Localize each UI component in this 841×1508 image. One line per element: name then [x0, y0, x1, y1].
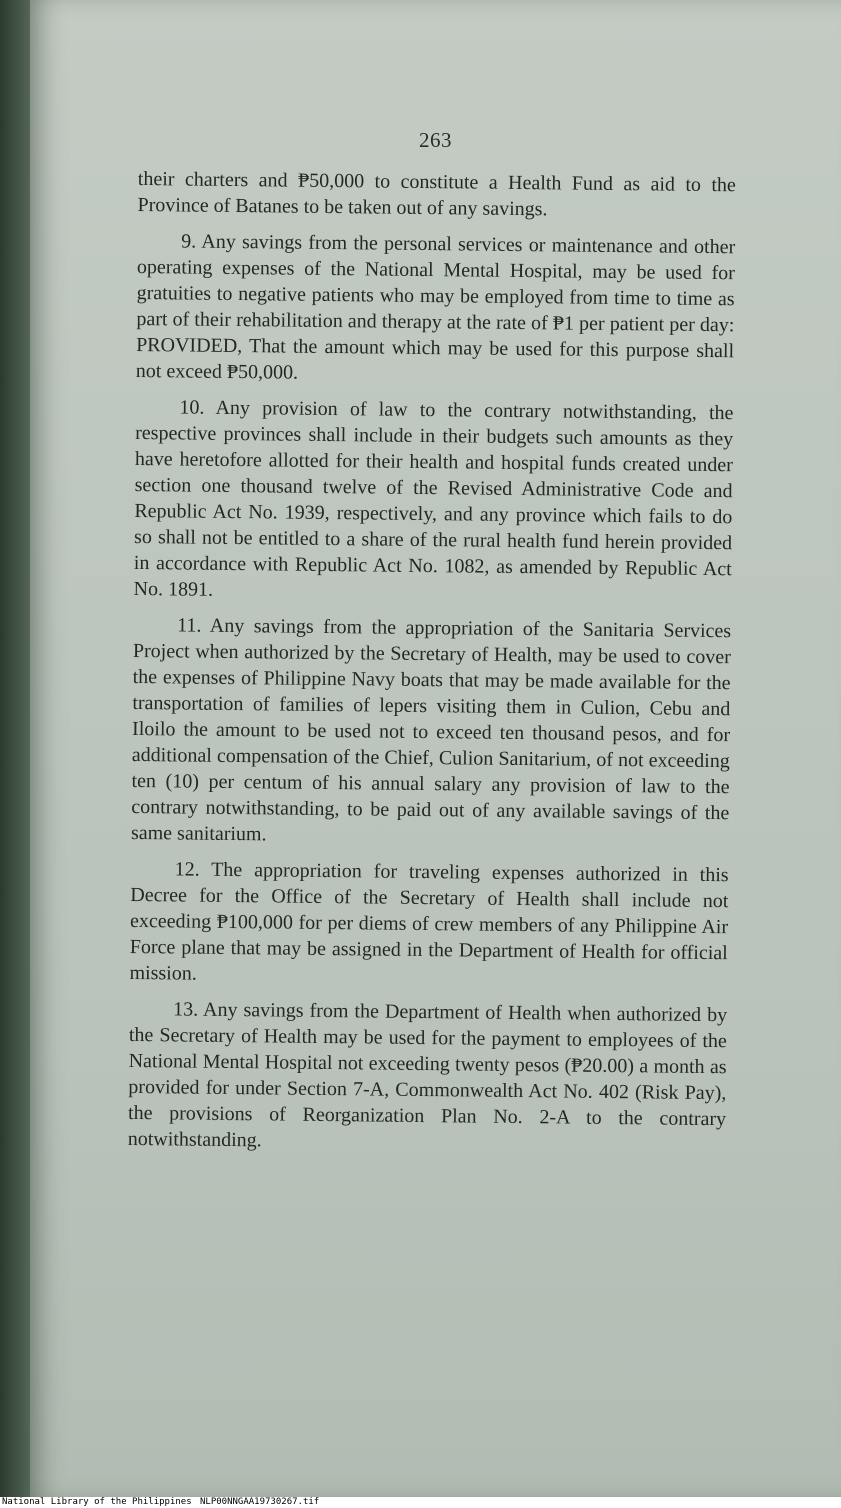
paragraph-11: 11. Any savings from the appropriation of the Sanitaria Services Project when authorized by the Secretary of Health, may be used to cover the expenses of Philippine Navy boats that may be made available for the transportation of families of lepers visiting them in Culion, Cebu and Iloilo the amount to be used not to exceed ten thousand pesos, and for additional compensation of the Chief, Culion Sanitarium, of not exceeding ten (10) per centum of his annual salary any provision of law to the contrary notwithstanding, to be paid out of any available savings of the same sanitarium. [130, 614, 732, 846]
paragraph-12: 12. The appropriation for traveling expenses authorized in this Decree for the Office of the Secretary of Health shall include not exceeding ₱100,000 for per diems of crew members of any Philippine Air Force plane that may be assigned in the Department of Health for official mission. [129, 858, 729, 985]
scan-filename: NLP00NNGAA19730267.tif [200, 1497, 320, 1507]
paragraph-9: 9. Any savings from the personal services or maintenance and other operating expenses of the National Mental Hospital, may be used for gratuities to negative patients who may be employed from time to time as part of their rehabilitation and therapy at the rate of ₱1 per patient per day: PROVIDED, That the amount which may be used for this purpose shall not exceed ₱50,000. [135, 230, 736, 384]
scan-footer [0, 1497, 841, 1508]
paragraph-13: 13. Any savings from the Department of Health when authorized by the Secretary of Health may be used for the payment to employees of the National Mental Hospital not exceeding twenty pesos (₱20.00) a month as provided for under Section 7-A, Commonwealth Act No. 402 (Risk Pay), the provisions of Reorganization Plan No. 2-A to the contrary notwithstanding. [127, 998, 728, 1152]
body-text [128, 166, 736, 1168]
page-number: 263 [419, 128, 452, 152]
scanned-page [30, 0, 841, 1497]
paragraph-continuation: their charters and ₱50,000 to constitute a Health Fund as aid to the Province of Batanes to be taken out of any savings. [137, 167, 736, 221]
library-name: National Library of the Philippines [2, 1497, 192, 1507]
paragraph-10: 10. Any provision of law to the contrary notwithstanding, the respective provinces shall include in their budgets such amounts as they have heretofore allotted for their health and hospital funds created under section one thousand twelve of the Revised Administrative Code and Republic Act No. 1939, respectively, and any province which fails to do so shall not be entitled to a share of the rural health fund herein provided in accordance with Republic Act No. 1082, as amended by Republic Act No. 1891. [133, 396, 734, 601]
